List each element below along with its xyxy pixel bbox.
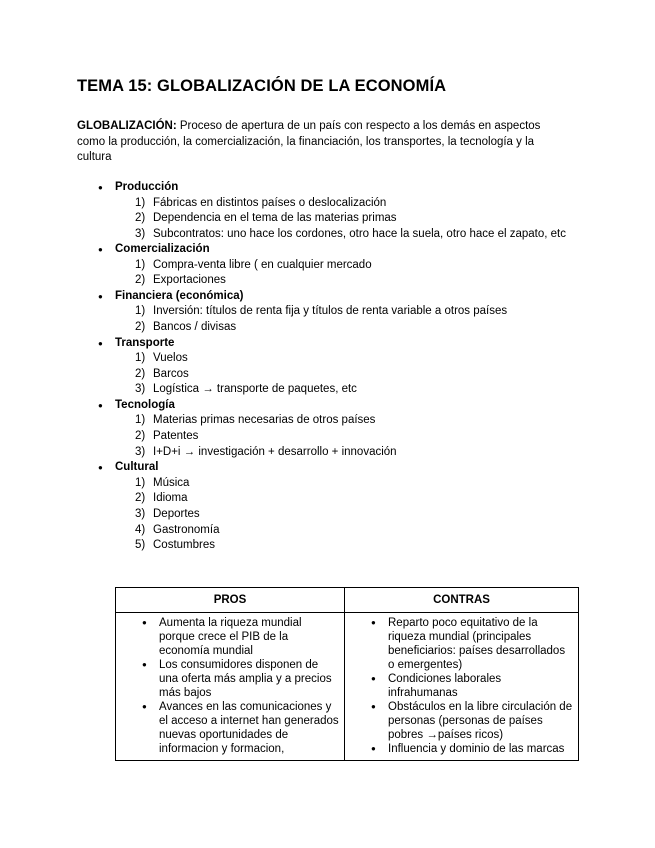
item-number: 1) — [135, 414, 146, 427]
item-number: 4) — [135, 523, 146, 536]
category-outline — [0, 180, 655, 554]
pros-item-text: Los consumidores disponen de una oferta más amplia y a precios más bajos — [159, 659, 332, 699]
item-number: 3) — [135, 507, 146, 520]
item-number: 3) — [135, 383, 146, 396]
item-number: 5) — [135, 539, 146, 552]
contras-item-text: Influencia y dominio de las marcas — [388, 743, 565, 755]
item-text: Fábricas en distintos países o deslocalización — [153, 196, 387, 209]
category-label: Financiera (económica) — [115, 289, 244, 302]
pros-list — [120, 616, 340, 756]
bullet-icon: ● — [371, 702, 376, 711]
category-label: Producción — [115, 181, 179, 193]
definition-paragraph — [77, 119, 557, 166]
item-number: 2) — [135, 367, 146, 380]
bullet-icon: ● — [142, 618, 147, 627]
list-item — [0, 273, 655, 289]
item-text: Materias primas necesarias de otros países — [153, 414, 376, 427]
list-item — [0, 304, 655, 320]
item-text: Inversión: títulos de renta fija y títulos de renta variable a otros países — [153, 305, 508, 318]
item-number: 3) — [135, 227, 146, 240]
item-number: 2) — [135, 274, 146, 287]
item-text: I+D+i → investigación + desarrollo + innovación — [153, 445, 397, 458]
bullet-icon: ● — [98, 463, 103, 473]
item-number: 1) — [135, 352, 146, 365]
pros-item-text: Aumenta la riqueza mundial porque crece el PIB de la economía mundial — [159, 617, 302, 657]
bullet-icon: ● — [98, 400, 103, 410]
item-text: Deportes — [153, 507, 200, 520]
bullet-icon: ● — [371, 674, 376, 683]
list-item — [0, 445, 655, 461]
contras-item — [349, 672, 574, 700]
item-text: Exportaciones — [153, 274, 226, 287]
contras-item — [349, 616, 574, 672]
contras-item-text: Condiciones laborales infrahumanas — [388, 673, 502, 699]
contras-item-text: Obstáculos en la libre circulación de personas (personas de países pobres →países ricos) — [388, 701, 573, 741]
item-text: Barcos — [153, 367, 189, 380]
list-item — [0, 429, 655, 445]
item-text: Gastronomía — [153, 523, 220, 536]
bullet-icon: ● — [98, 245, 103, 255]
item-text: Costumbres — [153, 539, 215, 552]
contras-cell — [345, 613, 579, 761]
category-heading — [0, 336, 655, 352]
item-text: Idioma — [153, 492, 188, 505]
pros-item — [120, 616, 340, 658]
category-heading — [0, 180, 655, 196]
category-heading — [0, 398, 655, 414]
item-text: Dependencia en el tema de las materias primas — [153, 212, 397, 225]
list-item — [0, 367, 655, 383]
item-text: Música — [153, 476, 190, 489]
category-label: Transporte — [115, 336, 175, 349]
item-text: Compra-venta libre ( en cualquier mercado — [153, 258, 372, 271]
pros-header: PROS — [116, 588, 345, 613]
item-number: 1) — [135, 196, 146, 209]
bullet-icon: ● — [371, 618, 376, 627]
definition-term: GLOBALIZACIÓN: — [77, 120, 177, 132]
list-item — [0, 196, 655, 212]
list-item — [0, 320, 655, 336]
list-item — [0, 227, 655, 243]
bullet-icon: ● — [142, 702, 147, 711]
item-number: 2) — [135, 212, 146, 225]
list-item — [0, 351, 655, 367]
bullet-icon: ● — [98, 183, 103, 192]
bullet-icon: ● — [142, 660, 147, 669]
list-item — [0, 523, 655, 539]
item-text: Patentes — [153, 430, 199, 443]
list-item — [0, 476, 655, 492]
item-number: 2) — [135, 321, 146, 334]
list-item — [0, 211, 655, 227]
list-item — [0, 491, 655, 507]
contras-header: CONTRAS — [345, 588, 579, 613]
category-label: Tecnología — [115, 398, 175, 411]
category-heading — [0, 289, 655, 305]
list-item — [0, 382, 655, 398]
category-heading — [0, 460, 655, 476]
item-number: 2) — [135, 492, 146, 505]
item-text: Subcontratos: uno hace los cordones, otro hace la suela, otro hace el zapato, etc — [153, 227, 566, 240]
list-item — [0, 258, 655, 274]
item-text: Vuelos — [153, 352, 188, 365]
item-number: 1) — [135, 476, 146, 489]
contras-item-text: Reparto poco equitativo de la riqueza mundial (principales beneficiarios: países desarrollados o emergentes) — [388, 617, 566, 671]
bullet-icon: ● — [98, 291, 103, 301]
contras-item — [349, 742, 574, 756]
definition-text: Proceso de apertura de un país con respecto a los demás en aspectos como la producción, la comercialización, la financiación, los transportes, la tecnología y la cultura — [77, 120, 541, 163]
pros-contras-table — [115, 587, 579, 761]
pros-item-text: Avances en las comunicaciones y el acceso a internet han generados nuevas oportunidades de informacion y formacion, — [159, 701, 339, 755]
list-item — [0, 413, 655, 429]
item-number: 1) — [135, 305, 146, 318]
pros-item — [120, 700, 340, 756]
pros-cell — [116, 613, 345, 761]
bullet-icon: ● — [98, 338, 103, 348]
contras-item — [349, 700, 574, 742]
item-text: Logística → transporte de paquetes, etc — [153, 383, 357, 396]
item-number: 3) — [135, 445, 146, 458]
item-number: 2) — [135, 430, 146, 443]
category-label: Cultural — [115, 461, 159, 474]
list-item — [0, 538, 655, 554]
item-number: 1) — [135, 258, 146, 271]
category-heading — [0, 242, 655, 258]
list-item — [0, 507, 655, 523]
category-label: Comercialización — [115, 243, 210, 256]
contras-list — [349, 616, 574, 756]
item-text: Bancos / divisas — [153, 321, 237, 334]
page-title: TEMA 15: GLOBALIZACIÓN DE LA ECONOMÍA — [77, 77, 447, 95]
pros-item — [120, 658, 340, 700]
bullet-icon: ● — [371, 744, 376, 753]
